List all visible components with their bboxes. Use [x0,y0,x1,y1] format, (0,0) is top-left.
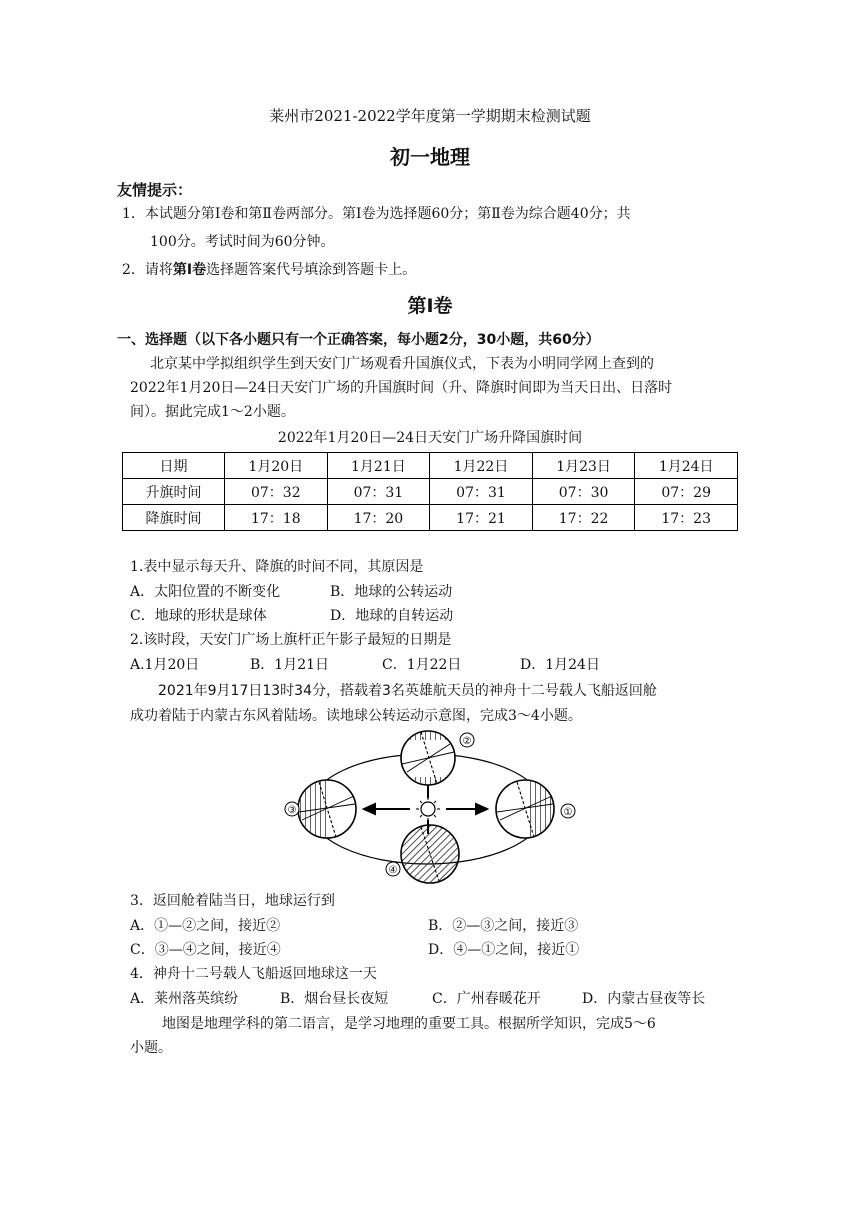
notice-heading: 友情提示： [117,181,193,199]
table-header-cell: 1月24日 [635,453,738,479]
earth-position-1 [496,780,555,838]
q2-option-c: C．1月22日 [382,657,462,673]
sun-icon [416,797,440,821]
passage3-line2: 小题。 [130,1040,172,1056]
earth-position-2 [401,731,455,786]
notice-item1-line2: 100分。考试时间为60分钟。 [150,234,335,250]
q1-stem: 1.表中显示每天升、降旗的时间不同，其原因是 [130,559,424,575]
label-3: ③ [287,805,297,816]
q4-option-b: B．烟台昼长夜短 [280,991,389,1007]
q1-option-b: B．地球的公转运动 [330,584,453,600]
table-row [123,505,738,531]
table-header-row [123,453,738,479]
passage2-line2: 成功着陆于内蒙古东风着陆场。读地球公转运动示意图，完成3～4小题。 [130,708,582,724]
earth-revolution-diagram [280,728,580,884]
table-cell: 17：23 [635,505,738,531]
q2-stem: 2.该时段，天安门广场上旗杆正午影子最短的日期是 [130,632,452,648]
volume-title: 第Ⅰ卷 [407,295,453,317]
q2-option-b: B．1月21日 [250,657,330,673]
notice-item2-suffix: 选择题答案代号填涂到答题卡上。 [206,262,417,278]
earth-position-3 [298,780,356,838]
earth-position-4 [401,825,459,883]
flag-time-table [122,452,738,531]
q3-stem: 3．返回舱着陆当日，地球运行到 [130,893,335,909]
table-caption: 2022年1月20日—24日天安门广场升降国旗时间 [277,430,583,446]
table-row [123,479,738,505]
q2-option-a: A.1月20日 [130,657,200,673]
intro-line3: 间）。据此完成1～2小题。 [130,404,295,420]
table-cell: 降旗时间 [123,505,225,531]
subject-title: 初一地理 [390,145,470,169]
q2-option-d: D．1月24日 [520,657,600,673]
table-cell: 07：32 [225,479,328,505]
label-1: ① [563,807,573,818]
table-cell: 07：31 [430,479,533,505]
q3-option-a: A．①—②之间，接近② [130,918,281,934]
passage3-line1: 地图是地理学科的第二语言，是学习地理的重要工具。根据所学知识，完成5～6 [162,1016,656,1032]
table-cell: 07：29 [635,479,738,505]
passage2-line1: 2021年9月17日13时34分，搭载着3名英雄航天员的神舟十二号载人飞船返回舱 [158,683,657,699]
notice-item2-prefix: 2．请将 [122,262,173,278]
table-header-cell: 1月21日 [327,453,430,479]
table-cell: 17：18 [225,505,328,531]
q4-stem: 4．神舟十二号载人飞船返回地球这一天 [130,966,377,982]
q4-option-a: A．莱州落英缤纷 [130,991,239,1007]
table-cell: 17：22 [532,505,635,531]
intro-line1: 北京某中学拟组织学生到天安门广场观看升国旗仪式，下表为小明同学网上查到的 [150,356,654,372]
q3-option-b: B．②—③之间，接近③ [428,918,579,934]
section1-heading: 一、选择题（以下各小题只有一个正确答案，每小题2分，30小题，共60分） [117,332,600,348]
q4-option-d: D．内蒙古昼夜等长 [582,991,706,1007]
notice-item1-line1: 1．本试题分第Ⅰ卷和第Ⅱ卷两部分。第Ⅰ卷为选择题60分；第Ⅱ卷为综合题40分；共 [122,206,631,222]
table-header-cell: 日期 [123,453,225,479]
q1-option-a: A．太阳位置的不断变化 [130,584,281,600]
table-header-cell: 1月23日 [532,453,635,479]
table-header-cell: 1月22日 [430,453,533,479]
q1-option-c: C．地球的形状是球体 [130,608,267,624]
label-4: ④ [388,865,398,876]
q3-option-c: C．③—④之间，接近④ [130,942,281,958]
exam-title: 莱州市2021-2022学年度第一学期期末检测试题 [269,107,591,125]
table-header-cell: 1月20日 [225,453,328,479]
q4-option-c: C．广州春暖花开 [432,991,541,1007]
q3-option-d: D．④—①之间，接近① [428,942,580,958]
table-cell: 升旗时间 [123,479,225,505]
intro-line2: 2022年1月20日—24日天安门广场的升国旗时间（升、降旗时间即为当天日出、日落时 [130,380,673,396]
notice-item2 [122,260,416,280]
table-cell: 07：30 [532,479,635,505]
notice-item2-bold: 第Ⅰ卷 [172,262,207,278]
q1-option-d: D．地球的自转运动 [330,608,454,624]
table-cell: 17：20 [327,505,430,531]
label-2: ② [462,736,472,747]
table-cell: 17：21 [430,505,533,531]
table-cell: 07：31 [327,479,430,505]
